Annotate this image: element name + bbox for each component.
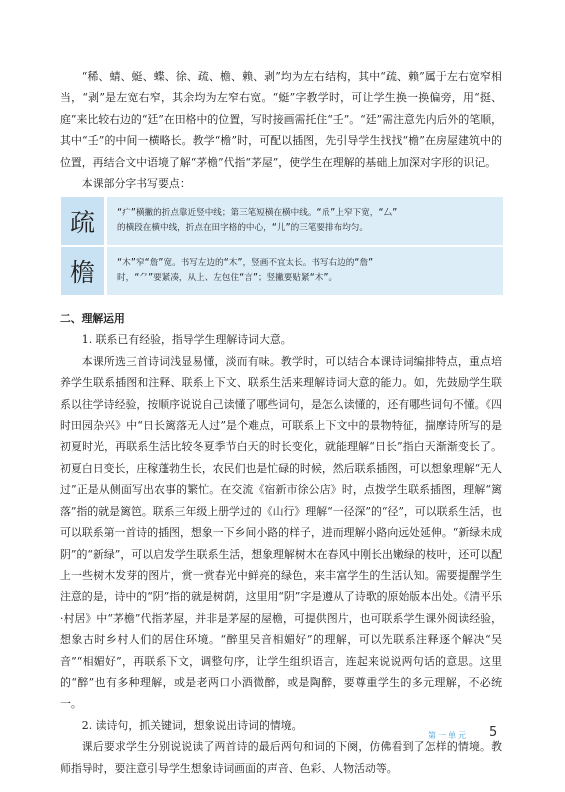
table-desc-line: 时，“⺈”要紧凑，从上、左包住“言”；竖撇要贴紧“木”。 [117,273,338,284]
page-number: 5 [489,725,498,740]
sub-heading: 1. 联系已有经验，指导学生理解诗词大意。 [81,333,292,347]
page-footer [0,726,565,746]
writing-points-intro: 本课部分字书写要点： [81,177,191,191]
writing-points-table [60,196,504,298]
body-paragraph: 本课所选三首诗词浅显易懂，淡而有味。教学时，可以结合本课诗词编排特点，重点培养学生联系插图和注释、联系上下文、联系生活来理解诗词大意的能力。如，先鼓励学生联系以往学诗经验，按顺序说说自己读懂了哪些词句，是怎么读懂的，还有哪些词句不懂。《四时田园杂兴》中“日长篱落无人过”是个难点，可联系上下文中的景物特征，揣摩诗所写的是初夏时光，再联系生活比较冬夏季节白天的时长变化，就能理解“日长”指白天渐渐变长了。初夏白日变长，庄稼蓬勃生长，农民们也是忙碌的时候，然后联系插图，可以想象理解“无人过”正是从侧面写出农事的繁忙。在交流《宿新市徐公店》时，点拨学生联系插图，理解“篱落”指的就是篱笆。联系三年级上册学过的《山行》理解“一径深”的“径”，可以联系生活，也可以联系第一首诗的插图，想象一下乡间小路的样子，进而理解小路向远处延伸。“新绿未成阴”的“新绿”，可以启发学生联系生活，想象理解树木在春风中刚长出嫩绿的枝叶，还可以配上一些树木发芽的图片，赏一赏春光中鲜亮的绿色，来丰富学生的生活认知。需要提醒学生注意的是，诗中的“阴”指的就是树荫，这里用“阴”字是遵从了诗歌的原始版本出处。《清平乐·村居》中“茅檐”代指茅屋，并非是茅屋的屋檐，可提供图片，也可联系学生课外阅读经验，想象古时乡村人们的居住环境。“醉里吴音相媚好”的理解，可以先联系注释逐个解决“吴音”“相媚好”，再联系下文，调整句序，让学生组织语言，连起来说说两句话的意思。这里的“醉”也有多种理解，或是老两口小酒微醉，或是陶醉，要尊重学生的多元理解，不必统一。 [60,354,502,711]
table-desc-line: “疒”横撇的折点靠近竖中线；第三笔短横在横中线。“𠂢”上窄下宽，“厶” [117,207,398,218]
table-desc [107,197,503,245]
table-desc-line: “木”窄“詹”宽。书写左边的“木”，竖画不宜太长。书写右边的“詹” [117,257,374,268]
table-desc [107,247,503,295]
section-title: 二、理解运用 [60,312,125,326]
sub-heading: 2. 读诗句，抓关键词，想象说出诗词的情境。 [81,718,303,732]
table-char: 檐 [61,247,104,295]
table-row [61,247,503,295]
body-paragraph: 课后要求学生分别说说读了两首诗的最后两句和词的下阕，仿佛看到了怎样的情境。教师指导时，要注意引导学生想象诗词画面的声音、色彩、人物活动等。 [60,740,502,775]
table-desc-line: 的横段在横中线，折点在田字格的中心，“儿”的三笔要排布均匀。 [117,223,368,234]
intro-paragraph: “稀、蜻、蜓、蝶、徐、疏、檐、赖、剥”均为左右结构，其中“疏、赖”属于左右宽窄相当，“剥”是左宽右窄，其余均为左窄右宽。“蜓”字教学时，可让学生换一换偏旁，用“挺、庭”来比较右边的“廷”在田格中的位置，写时接画需托住“壬”。“廷”需注意先内后外的笔顺，其中“壬”的中间一横略长。教学“檐”时，可配以插图，先引导学生找找“檐”在房屋建筑中的位置，再结合文中语境了解“茅檐”代指“茅屋”，使学生在理解的基础上加深对字形的识记。 [60,70,502,169]
unit-label: 第一单元 [428,731,468,740]
table-row [61,197,503,245]
table-char: 疏 [61,197,104,245]
page-content [60,66,502,779]
